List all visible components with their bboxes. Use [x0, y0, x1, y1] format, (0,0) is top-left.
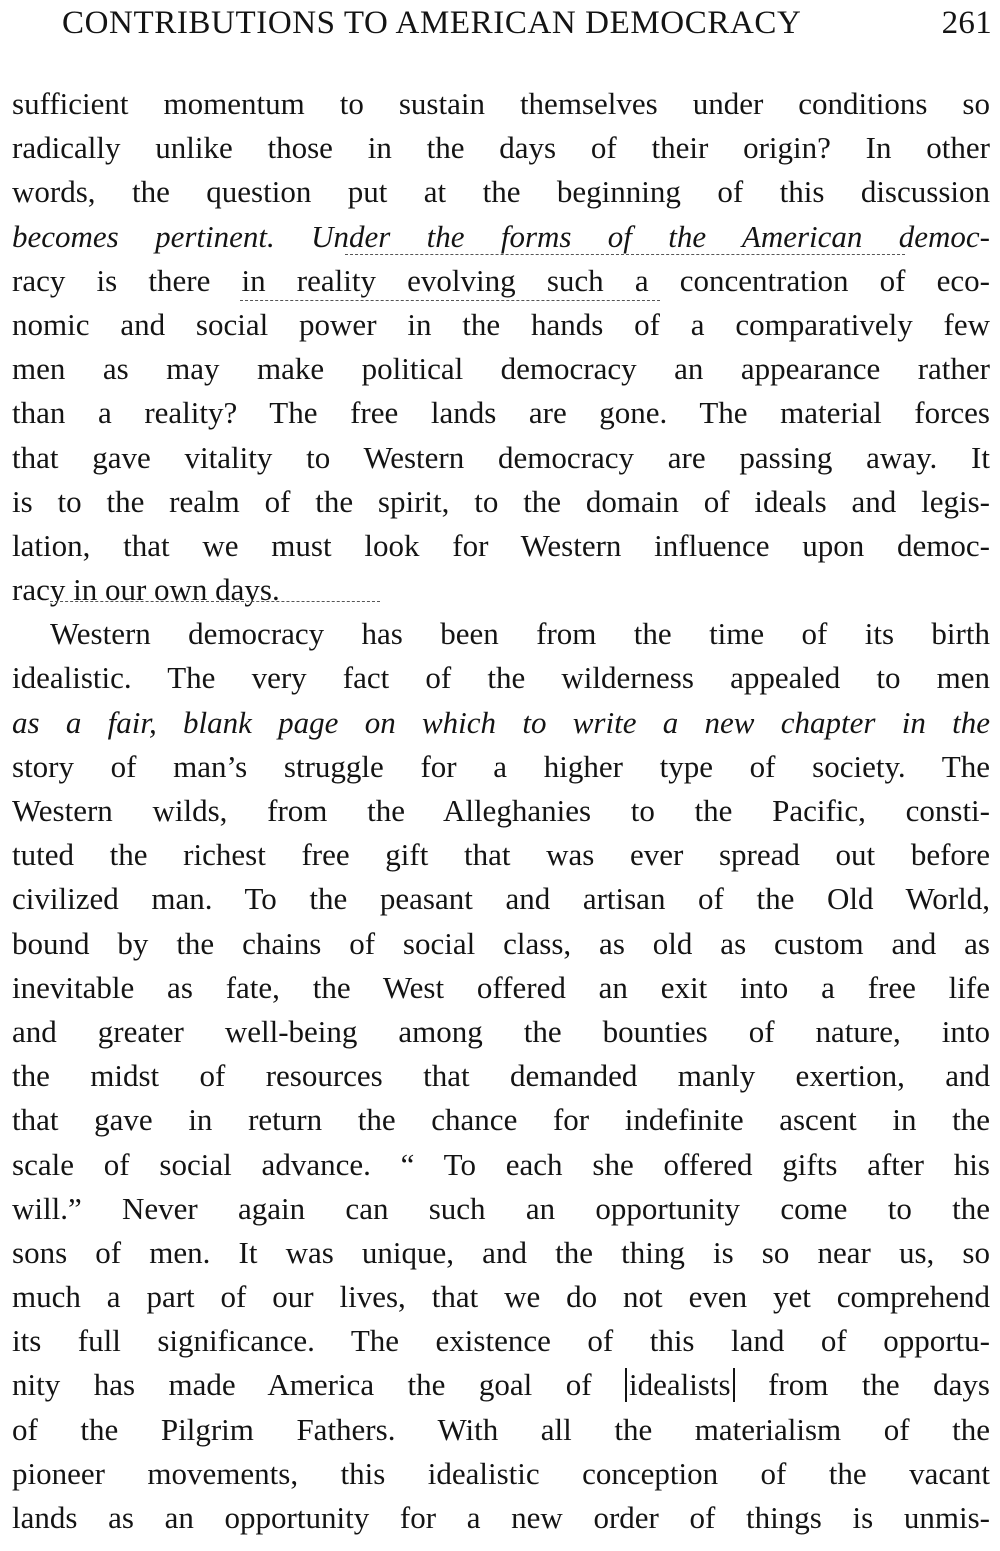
- text-segment: than a reality? The free lands are gone. The material forces: [12, 395, 990, 431]
- text-segment: racy is there in reality evolving such a concentration of eco-: [12, 262, 990, 298]
- text-line: [12, 1054, 990, 1098]
- text-line: [12, 1452, 990, 1496]
- text-segment: men as may make political democracy an appearance rather: [12, 351, 990, 387]
- text-line: [12, 524, 990, 568]
- text-segment: becomes pertinent. Under the forms of the American democ-: [12, 218, 990, 254]
- text-line: [12, 877, 990, 921]
- text-line: [12, 1187, 990, 1231]
- text-line: [12, 215, 990, 259]
- text-segment: its full significance. The existence of this land of opportu-: [12, 1323, 990, 1359]
- pencil-underline-mark: [240, 300, 660, 301]
- text-line: [12, 391, 990, 435]
- text-segment: tuted the richest free gift that was ever spread out before: [12, 837, 990, 873]
- running-head-title: CONTRIBUTIONS TO AMERICAN DEMOCRACY: [62, 4, 802, 41]
- text-segment: nity has made America the goal of: [12, 1367, 626, 1403]
- text-segment: inevitable as fate, the West offered an exit into a free life: [12, 969, 990, 1005]
- text-segment: radically unlike those in the days of their origin? In other: [12, 130, 990, 166]
- text-segment: lation, that we must look for Western influence upon democ-: [12, 527, 990, 563]
- text-line: [12, 259, 990, 303]
- text-segment: will.” Never again can such an opportunity come to the: [12, 1190, 990, 1226]
- text-line: [12, 656, 990, 700]
- text-segment: words, the question put at the beginning of this discussion: [12, 174, 990, 210]
- text-line: [12, 701, 990, 745]
- text-segment: sufficient momentum to sustain themselves under conditions so: [12, 86, 990, 121]
- text-segment: racy in our own days.: [12, 572, 280, 608]
- page-number: 261: [941, 4, 992, 41]
- text-line: [12, 612, 990, 656]
- text-segment: lands as an opportunity for a new order of things is unmis-: [12, 1500, 990, 1535]
- pencil-underline-mark: [50, 601, 380, 602]
- bracketed-word: idealists: [625, 1368, 735, 1402]
- text-segment: as a fair, blank page on which to write a new chapter in the: [12, 704, 990, 740]
- text-segment: bound by the chains of social class, as old as custom and as: [12, 925, 990, 961]
- text-line: [12, 436, 990, 480]
- text-line: [12, 303, 990, 347]
- text-line: [12, 966, 990, 1010]
- text-line: [12, 347, 990, 391]
- text-line: [12, 1496, 990, 1540]
- text-line: [12, 1143, 990, 1187]
- text-segment: from the days: [734, 1367, 990, 1403]
- text-segment: the midst of resources that demanded manly exertion, and: [12, 1058, 990, 1094]
- text-segment: that gave vitality to Western democracy are passing away. It: [12, 439, 990, 475]
- text-line: [12, 1363, 990, 1407]
- text-line: [12, 170, 990, 214]
- text-line: [12, 568, 990, 612]
- text-segment: Western democracy has been from the time of its birth: [50, 616, 990, 652]
- text-segment: scale of social advance. “ To each she offered gifts after his: [12, 1146, 990, 1182]
- text-line: [12, 1408, 990, 1452]
- text-line: [12, 1231, 990, 1275]
- text-segment: sons of men. It was unique, and the thing is so near us, so: [12, 1234, 990, 1270]
- text-line: [12, 922, 990, 966]
- text-segment: nomic and social power in the hands of a comparatively few: [12, 306, 990, 342]
- text-segment: Western wilds, from the Alleghanies to the Pacific, consti-: [12, 793, 990, 828]
- text-segment: civilized man. To the peasant and artisan of the Old World,: [12, 881, 990, 917]
- text-segment: pioneer movements, this idealistic conception of the vacant: [12, 1455, 990, 1491]
- running-head: [62, 2, 992, 44]
- text-line: [12, 82, 990, 126]
- text-segment: idealistic. The very fact of the wilderness appealed to men: [12, 660, 990, 696]
- text-segment: much a part of our lives, that we do not even yet comprehend: [12, 1279, 990, 1315]
- text-segment: of the Pilgrim Fathers. With all the materialism of the: [12, 1411, 990, 1447]
- text-line: [12, 126, 990, 170]
- text-segment: story of man’s struggle for a higher type of society. The: [12, 748, 990, 784]
- text-line: [12, 789, 990, 833]
- text-line: [12, 1098, 990, 1142]
- text-line: [12, 1010, 990, 1054]
- text-segment: that gave in return the chance for indefinite ascent in the: [12, 1102, 990, 1138]
- text-line: [12, 833, 990, 877]
- text-line: [12, 745, 990, 789]
- text-segment: and greater well-being among the bounties of nature, into: [12, 1013, 990, 1049]
- text-line: [12, 1319, 990, 1363]
- text-line: [12, 480, 990, 524]
- pencil-underline-mark: [345, 254, 905, 255]
- text-segment: is to the realm of the spirit, to the domain of ideals and legis-: [12, 483, 990, 519]
- text-line: [12, 1275, 990, 1319]
